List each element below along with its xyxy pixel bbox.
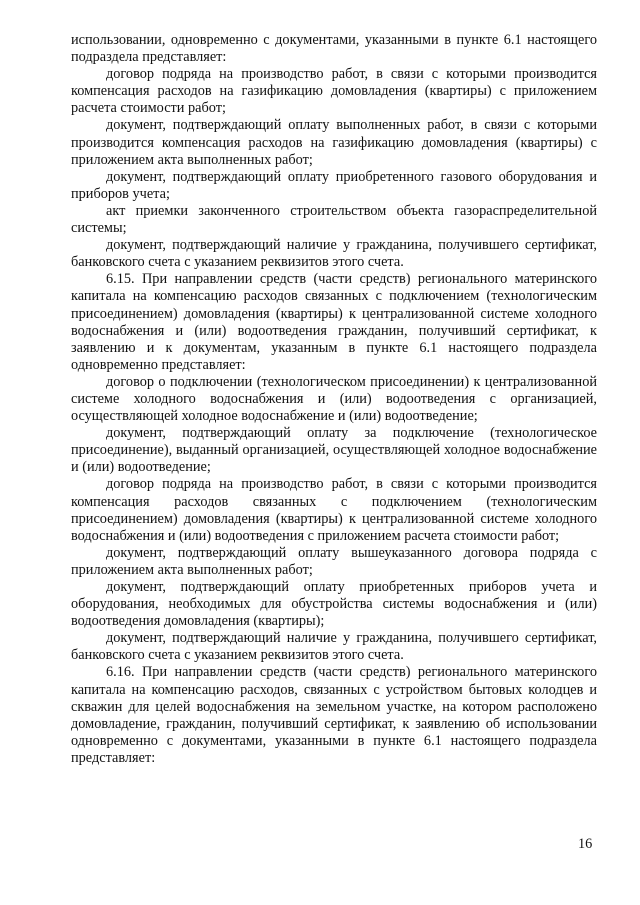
paragraph-meters-payment: документ, подтверждающий оплату приобретенных приборов учета и оборудования, необходимых для обустройства системы водоснабжения и (или) водоотведения домовладения (квартиры); — [71, 579, 597, 630]
paragraph-contract-gasification: договор подряда на производство работ, в связи с которыми производится компенсация расходов на газификацию домовладения (квартиры) с приложением расчета стоимости работ; — [71, 66, 597, 117]
paragraph-contract-payment: документ, подтверждающий оплату вышеуказанного договора подряда с приложением акта выполненных работ; — [71, 544, 597, 578]
paragraph-section-6-15: 6.15. При направлении средств (части средств) регионального материнского капитала на компенсацию расходов связанных с подключением (технологическим присоединением) домовладения (квартиры) к централизованной системе холодного водоснабжения и (или) водоотведения гражданин, получивший сертификат, к заявлению и к документам, указанным в пункте 6.1 настоящего подраздела одновременно представляет: — [71, 271, 597, 373]
paragraph-bank-account-2: документ, подтверждающий наличие у гражданина, получившего сертификат, банковского счета с указанием реквизитов этого счета. — [71, 630, 597, 664]
paragraph-continuation: использовании, одновременно с документами, указанными в пункте 6.1 настоящего подраздела представляет: — [71, 32, 597, 66]
paragraph-section-6-16: 6.16. При направлении средств (части средств) регионального материнского капитала на компенсацию расходов, связанных с устройством бытовых колодцев и скважин для целей водоснабжения на земельном участке, на котором расположено домовладение, гражданин, получивший сертификат, к заявлению об использовании одновременно с документами, указанными в пункте 6.1 настоящего подраздела представляет: — [71, 664, 597, 766]
document-page — [71, 32, 597, 767]
page-number: 16 — [578, 836, 593, 852]
paragraph-contract-water: договор подряда на производство работ, в связи с которыми производится компенсация расходов связанных с подключением (технологическим присоединением) домовладения (квартиры) к централизованной системе холодного водоснабжения и (или) водоотведения с приложением расчета стоимости работ; — [71, 476, 597, 544]
paragraph-connection-payment: документ, подтверждающий оплату за подключение (технологическое присоединение), выданный организацией, осуществляющей холодное водоснабжение и (или) водоотведение; — [71, 425, 597, 476]
paragraph-bank-account-1: документ, подтверждающий наличие у гражданина, получившего сертификат, банковского счета с указанием реквизитов этого счета. — [71, 237, 597, 271]
paragraph-connection-contract: договор о подключении (технологическом присоединении) к централизованной системе холодного водоснабжения и (или) водоотведения с организацией, осуществляющей холодное водоснабжение и (или) водоотведение; — [71, 373, 597, 425]
paragraph-gas-equipment-payment: документ, подтверждающий оплату приобретенного газового оборудования и приборов учета; — [71, 168, 597, 202]
paragraph-payment-proof-gasification: документ, подтверждающий оплату выполненных работ, в связи с которыми производится компенсация расходов на газификацию домовладения (квартиры) с приложением акта выполненных работ; — [71, 117, 597, 168]
paragraph-acceptance-act: акт приемки законченного строительством объекта газораспределительной системы; — [71, 202, 597, 237]
